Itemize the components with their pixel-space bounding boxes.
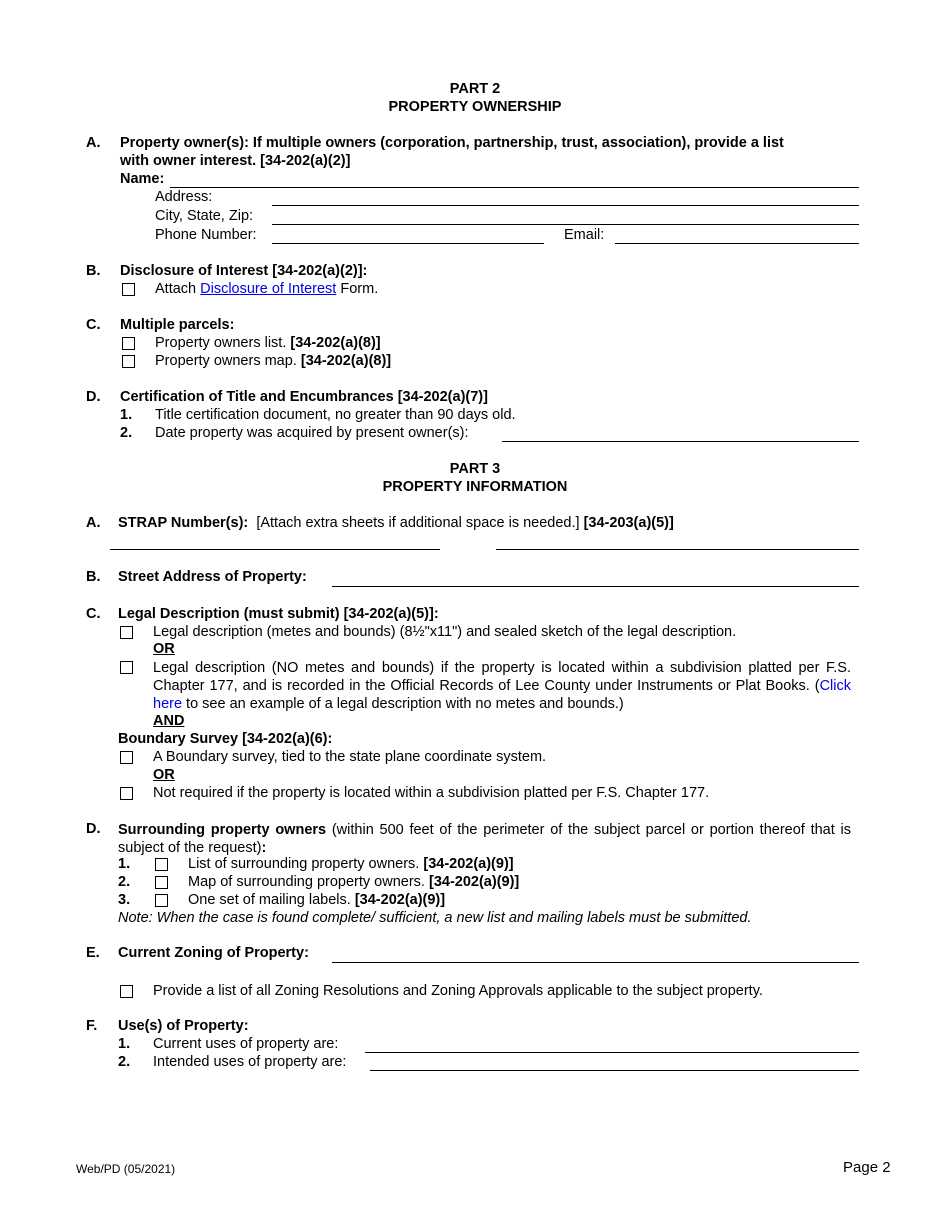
- part2-title: PROPERTY OWNERSHIP: [388, 99, 562, 115]
- strap-field-1[interactable]: [110, 549, 440, 550]
- owner-city-label: City, State, Zip:: [155, 208, 254, 224]
- surrounding-map-label: Map of surrounding property owners.: [188, 874, 425, 890]
- current-zoning-label: Current Zoning of Property:: [118, 945, 309, 961]
- disclosure-of-interest-link[interactable]: Disclosure of Interest: [200, 281, 337, 297]
- owners-list-ref: [34-202(a)(8)]: [290, 335, 381, 351]
- current-uses-label: Current uses of property are:: [153, 1036, 339, 1052]
- owners-map-checkbox[interactable]: [122, 355, 135, 368]
- surrounding-map-ref: [34-202(a)(9)]: [429, 874, 520, 890]
- legal-no-metes-checkbox[interactable]: [120, 661, 133, 674]
- owners-map-ref: [34-202(a)(8)]: [300, 353, 392, 369]
- part2-heading: PART 2: [449, 81, 501, 97]
- p3-d-item2-num: 2.: [118, 874, 131, 890]
- p2-b-title: Disclosure of Interest [34-202(a)(2)]:: [120, 263, 368, 279]
- owner-city-field[interactable]: [272, 224, 859, 225]
- legal-metes-checkbox[interactable]: [120, 626, 133, 639]
- p2-b-letter: B.: [86, 263, 101, 279]
- owner-address-field[interactable]: [272, 205, 859, 206]
- footer-form-id: Web/PD (05/2021): [76, 1162, 176, 1176]
- p3-d-item3-num: 3.: [118, 892, 131, 908]
- legal-no-metes-part1: Legal description (NO metes and bounds) if the property is located within a subdivision platted per F.S. Chapter 177, and is recorded in the Official Records of Lee County under Instruments or Plat Books. (: [153, 660, 851, 694]
- p2-d-item1-num: 1.: [120, 407, 133, 423]
- strap-title: STRAP Number(s):: [118, 515, 249, 531]
- attach-suffix: Form.: [340, 281, 379, 297]
- strap-text: [118, 515, 674, 531]
- owner-email-field[interactable]: [615, 243, 859, 244]
- surrounding-list-label: List of surrounding property owners.: [188, 856, 420, 872]
- uses-title: Use(s) of Property:: [118, 1018, 249, 1034]
- owners-list-text: [155, 335, 381, 351]
- footer-page-number: Page 2: [843, 1159, 891, 1176]
- p2-d-item2-text: Date property was acquired by present owner(s):: [155, 425, 469, 441]
- surrounding-owners-colon: :: [261, 840, 267, 856]
- p3-b-letter: B.: [86, 569, 101, 585]
- owner-phone-field[interactable]: [272, 243, 544, 244]
- and-label: AND: [153, 713, 185, 729]
- click-here-link[interactable]: Click here: [153, 678, 851, 712]
- strap-field-2[interactable]: [496, 549, 859, 550]
- owner-email-label: Email:: [564, 227, 605, 243]
- legal-metes-text: Legal description (metes and bounds) (8½"x11") and sealed sketch of the legal description.: [153, 624, 737, 640]
- disclosure-checkbox[interactable]: [122, 283, 135, 296]
- zoning-resolutions-checkbox[interactable]: [120, 985, 133, 998]
- p3-e-letter: E.: [86, 945, 100, 961]
- p2-a-letter: A.: [86, 135, 101, 151]
- mailing-labels-label: One set of mailing labels.: [188, 892, 351, 908]
- owner-phone-label: Phone Number:: [155, 227, 257, 243]
- p2-a-text-line1: Property owner(s): If multiple owners (corporation, partnership, trust, association), provide a list: [120, 135, 784, 151]
- owner-name-field[interactable]: [170, 187, 859, 188]
- surrounding-list-text: [188, 856, 514, 872]
- p3-c-letter: C.: [86, 606, 101, 622]
- mailing-labels-text: [188, 892, 445, 908]
- surrounding-owners-text: [118, 821, 851, 857]
- p2-a-text-line2: with owner interest. [34-202(a)(2)]: [120, 153, 351, 169]
- owners-list-label: Property owners list.: [155, 335, 287, 351]
- p2-d-item1-text: Title certification document, no greater than 90 days old.: [155, 407, 516, 423]
- owner-address-label: Address:: [155, 189, 213, 205]
- surrounding-owners-desc: (within 500 feet of the perimeter of the subject parcel or portion thereof that is subject of the request): [118, 822, 851, 856]
- street-address-label: Street Address of Property:: [118, 569, 307, 585]
- current-zoning-field[interactable]: [332, 962, 859, 963]
- p2-c-title: Multiple parcels:: [120, 317, 235, 333]
- strap-note: [Attach extra sheets if additional space is needed.]: [256, 515, 580, 531]
- current-uses-field[interactable]: [365, 1052, 859, 1053]
- surrounding-owners-title: Surrounding property owners: [118, 822, 327, 838]
- p3-f-letter: F.: [86, 1018, 98, 1034]
- part3-heading: PART 3: [449, 461, 501, 477]
- p2-c-letter: C.: [86, 317, 101, 333]
- p3-d-letter: D.: [86, 821, 101, 837]
- mailing-labels-checkbox[interactable]: [155, 894, 168, 907]
- intended-uses-field[interactable]: [370, 1070, 859, 1071]
- part3-title: PROPERTY INFORMATION: [382, 479, 568, 495]
- p3-d-item1-num: 1.: [118, 856, 131, 872]
- boundary-survey-title: Boundary Survey [34-202(a)(6):: [118, 731, 333, 747]
- disclosure-attach-text: [155, 281, 378, 297]
- owners-list-checkbox[interactable]: [122, 337, 135, 350]
- intended-uses-label: Intended uses of property are:: [153, 1054, 347, 1070]
- attach-prefix: Attach: [155, 281, 197, 297]
- owner-name-label: Name:: [120, 171, 165, 187]
- p2-d-item2-num: 2.: [120, 425, 133, 441]
- acquired-date-field[interactable]: [502, 441, 859, 442]
- surrounding-list-ref: [34-202(a)(9)]: [423, 856, 514, 872]
- survey-not-required-text: Not required if the property is located within a subdivision platted per F.S. Chapter 177.: [153, 785, 710, 801]
- p2-d-title: Certification of Title and Encumbrances [34-202(a)(7)]: [120, 389, 488, 405]
- legal-no-metes-text: [153, 659, 851, 713]
- surrounding-list-checkbox[interactable]: [155, 858, 168, 871]
- p3-a-letter: A.: [86, 515, 101, 531]
- legal-no-metes-part2: to see an example of a legal description with no metes and bounds.): [182, 696, 624, 712]
- strap-ref: [34-203(a)(5)]: [583, 515, 674, 531]
- owners-map-text: [155, 353, 391, 369]
- surrounding-map-text: [188, 874, 519, 890]
- mailing-labels-ref: [34-202(a)(9)]: [354, 892, 446, 908]
- legal-description-title: Legal Description (must submit) [34-202(a)(5)]:: [118, 606, 439, 622]
- or-label-1: OR: [153, 641, 175, 657]
- or-label-2: OR: [153, 767, 175, 783]
- boundary-survey-text: A Boundary survey, tied to the state plane coordinate system.: [153, 749, 547, 765]
- boundary-survey-checkbox[interactable]: [120, 751, 133, 764]
- surrounding-map-checkbox[interactable]: [155, 876, 168, 889]
- mailing-note: Note: When the case is found complete/ sufficient, a new list and mailing labels must be submitted.: [118, 910, 752, 926]
- p3-f-item1-num: 1.: [118, 1036, 131, 1052]
- owners-map-label: Property owners map.: [155, 353, 297, 369]
- p2-d-letter: D.: [86, 389, 101, 405]
- zoning-resolutions-text: Provide a list of all Zoning Resolutions and Zoning Approvals applicable to the subject property.: [153, 983, 763, 999]
- survey-not-required-checkbox[interactable]: [120, 787, 133, 800]
- p3-f-item2-num: 2.: [118, 1054, 131, 1070]
- street-address-field[interactable]: [332, 586, 859, 587]
